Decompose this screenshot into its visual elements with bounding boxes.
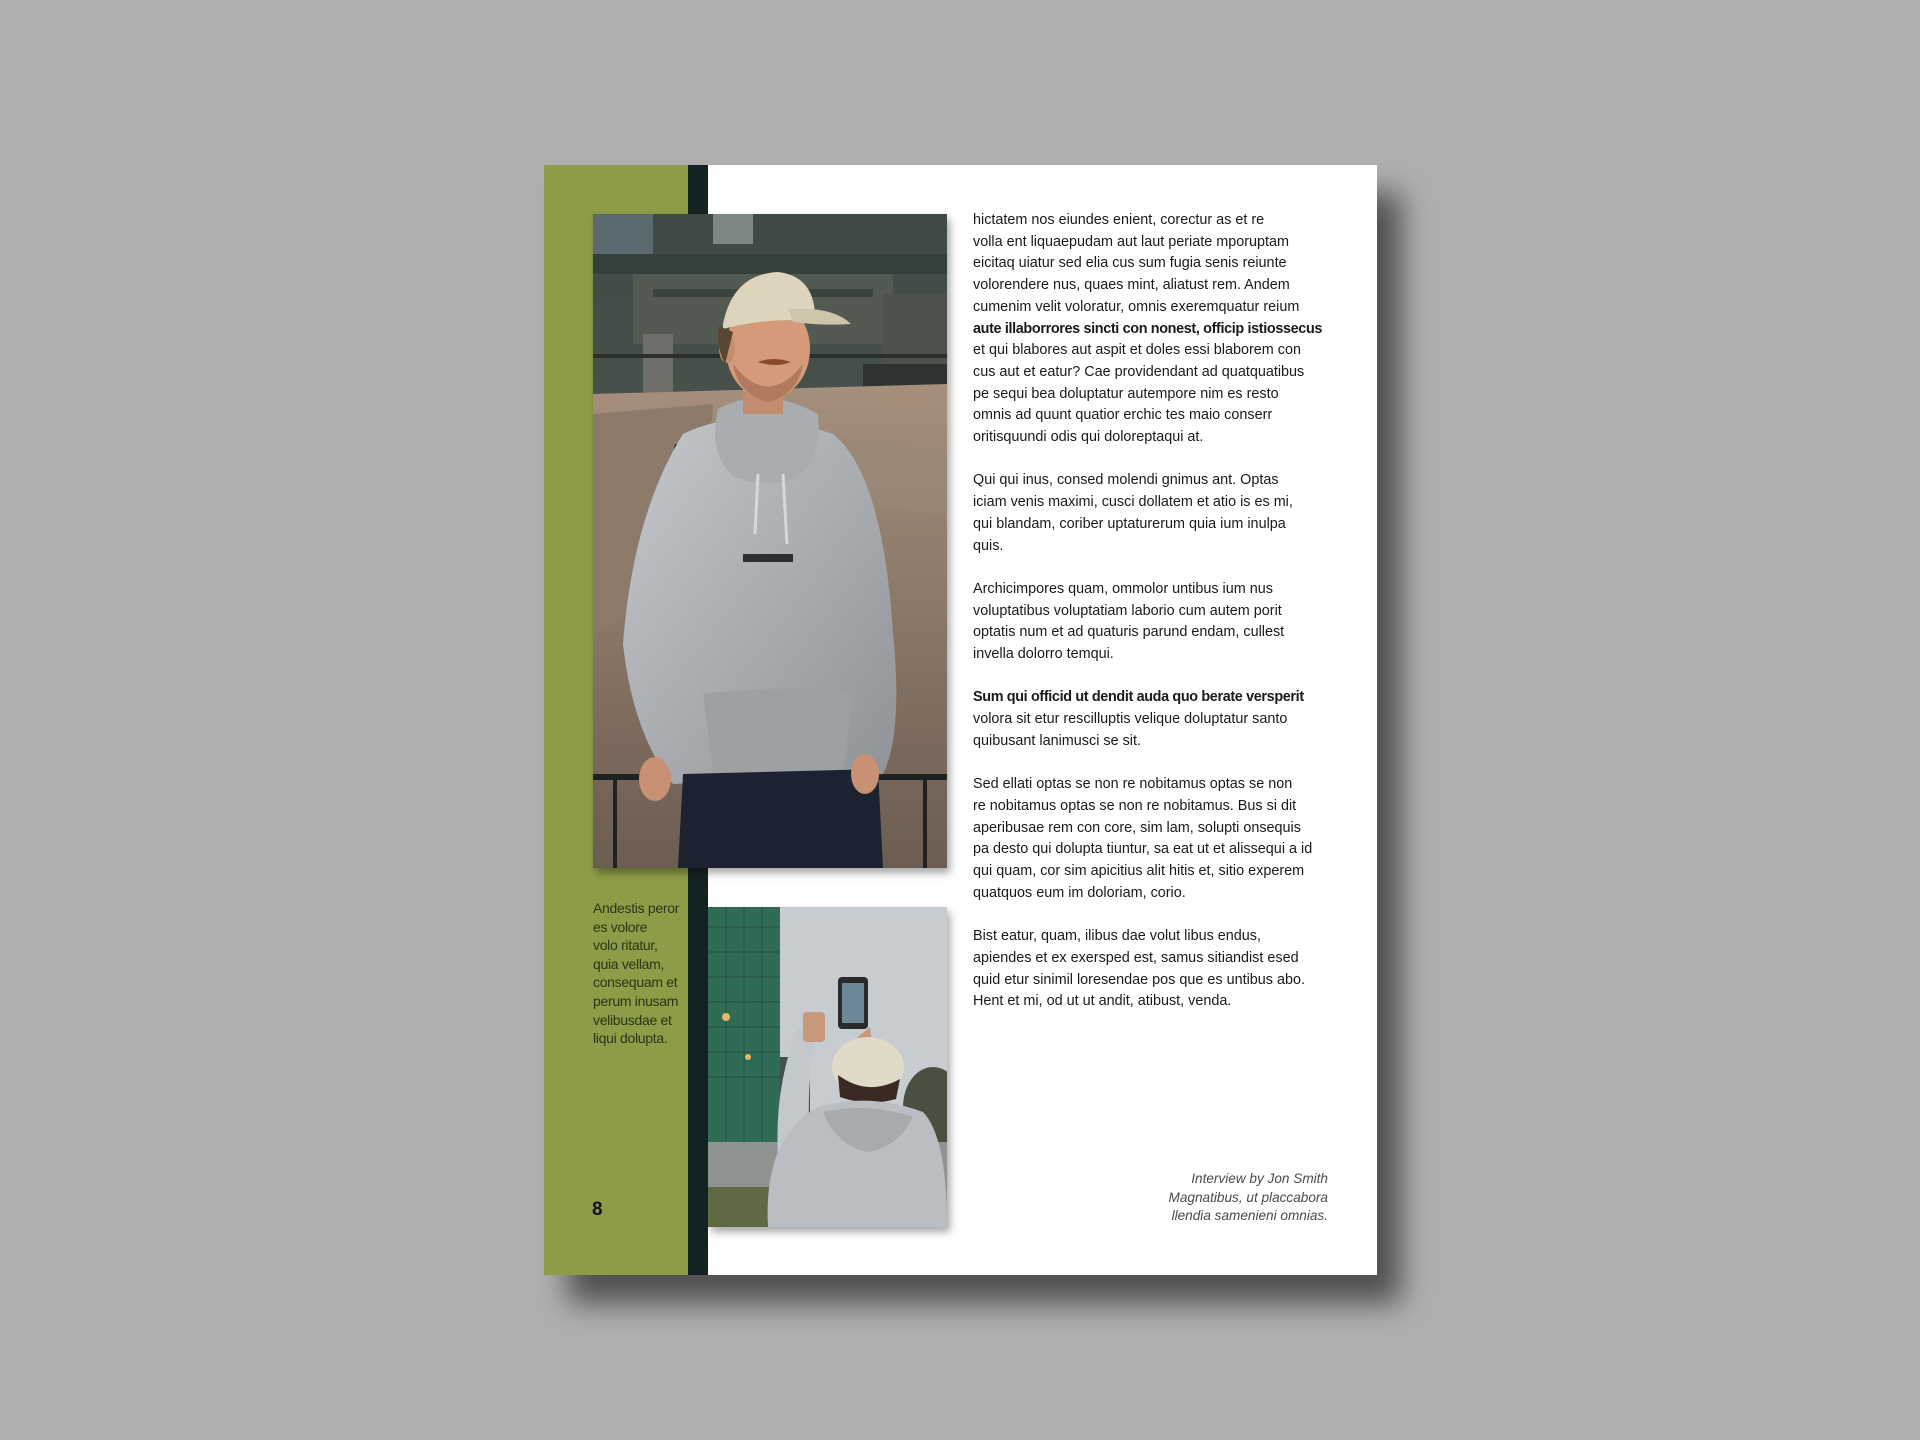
article-line: volora sit etur rescilluptis velique doluptatur santo [973, 711, 1288, 728]
article-line: voluptatibus voluptatiam laborio cum autem porit [973, 602, 1282, 619]
article-paragraph [973, 774, 1343, 904]
article-line: cus aut et eatur? Cae providendant ad quatquatibus [973, 363, 1305, 380]
article-line: optatis num et ad quaturis parund endam, cullest [973, 624, 1285, 641]
article-line: oritisquundi odis qui doloreptaqui at. [973, 429, 1204, 446]
article-line: cumenim velit voloratur, omnis exeremquatur reium [973, 298, 1300, 315]
article-line: qui blandam, coriber uptaturerum quia ium inulpa [973, 515, 1286, 532]
article-line: hictatem nos eiundes enient, corectur as et re [973, 212, 1265, 228]
credit-line: Magnatibus, ut placcabora [1168, 1189, 1328, 1205]
photo-man-taking-phone-picture-icon [708, 907, 947, 1227]
article-paragraph [973, 210, 1343, 449]
article-line: pe sequi bea doluptatur autempore nim es resto [973, 385, 1279, 402]
main-photo [593, 214, 947, 868]
article-line: Hent et mi, od ut ut andit, atibust, venda. [973, 993, 1232, 1010]
page-number: 8 [592, 1199, 603, 1220]
article-line: quibusant lanimusci se sit. [973, 732, 1141, 749]
article-line: volla ent liquaepudam aut laut periate mporuptam [973, 233, 1289, 250]
article-paragraph [973, 926, 1343, 1013]
article-line: quis. [973, 537, 1004, 554]
article-line: Bist eatur, quam, ilibus dae volut libus endus, [973, 928, 1261, 945]
article-paragraph [973, 470, 1343, 557]
caption-line: quia vellam, [593, 955, 665, 972]
caption-line: perum inusam [593, 992, 679, 1009]
article-line: iciam venis maximi, cusci dollatem et atio is es mi, [973, 494, 1293, 511]
credit-line: llendia samenieni omnias. [1171, 1208, 1328, 1224]
article-paragraph [973, 687, 1343, 752]
article-bold-line: aute illaborrores sincti con nonest, officip istiossecus [973, 320, 1323, 337]
article-line: aperibusae rem con core, sim lam, solupti onsequis [973, 819, 1301, 836]
interview-credit [1169, 1170, 1328, 1226]
article-line: volorendere nus, quaes mint, aliatust rem. Andem [973, 277, 1290, 294]
article-line: et qui blabores aut aspit et doles essi blaborem con [973, 342, 1301, 359]
caption-line: volo ritatur, [593, 937, 658, 954]
caption-line: es volore [593, 918, 648, 935]
article-paragraph [973, 579, 1343, 666]
article-line: Archicimpores quam, ommolor untibus ium nus [973, 580, 1273, 597]
caption-line: Andestis peror [593, 900, 680, 916]
magazine-page [544, 165, 1377, 1275]
article-body [973, 210, 1343, 1035]
article-line: re nobitamus optas se non re nobitamus. Bus si dit [973, 797, 1297, 814]
article-line: quatquos eum im doloriam, corio. [973, 884, 1186, 901]
photo-man-in-grey-hoodie-icon [593, 214, 947, 868]
caption-line: velibusdae et [593, 1011, 672, 1028]
caption-line: liqui dolupta. [593, 1030, 668, 1047]
article-line: Qui qui inus, consed molendi gnimus ant. Optas [973, 472, 1279, 489]
article-line: invella dolorro temqui. [973, 646, 1114, 663]
credit-line: Interview by Jon Smith [1191, 1171, 1328, 1186]
article-line: omnis ad quunt quatior erchic tes maio conserr [973, 407, 1273, 424]
small-photo [708, 907, 947, 1227]
caption-line: consequam et [593, 974, 678, 991]
article-line: pa desto qui dolupta tiuntur, sa eat ut et alissequi a id [973, 841, 1313, 858]
article-bold-line: Sum qui officid ut dendit auda quo berate versperit [973, 689, 1304, 706]
article-line: Sed ellati optas se non re nobitamus optas se non [973, 776, 1293, 793]
article-line: qui quam, cor sim apicitius alit hitis et, sitio experem [973, 863, 1305, 880]
article-line: eicitaq uiatur sed elia cus sum fugia senis reiunte [973, 255, 1287, 272]
article-line: apiendes et ex exersped est, samus sitiandist esed [973, 949, 1299, 966]
article-line: quid etur sinimil loresendae pos que es untibus abo. [973, 971, 1305, 988]
photo-caption [593, 899, 687, 1048]
